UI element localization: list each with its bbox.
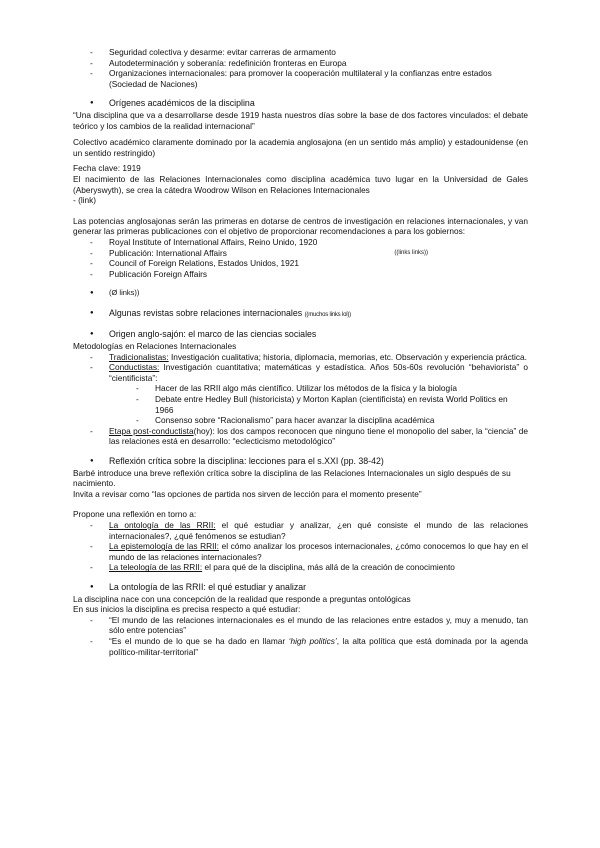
list-item: - Royal Institute of International Affairs, Reino Unido, 1920 [73,237,528,248]
paragraph: Las potencias anglosajonas serán las primeras en dotarse de centros de investigación en relaciones internacionales, y van generar las primeras publicaciones con el objetivo de proporcionar recomendaciones a para los gobiernos: [73,215,528,237]
subtitle: Metodologías en Relaciones Internacionales [73,341,237,352]
sub-list-item: - Hacer de las RRII algo más científico. Utilizar los métodos de la física y la biología [73,383,528,394]
list-item [73,520,528,541]
quote-text: “Es el mundo de lo que se ha dado en llamar [109,635,289,646]
list-item: - Organizaciones internacionales: para promover la cooperación multilateral y la confianzas entre estados (Sociedad de Naciones) [73,68,528,89]
section-heading: ● Origen anglo-sajón: el marco de las ciencias sociales [73,329,528,340]
quote-text: , la alta política que está dominada por la agenda político-militar-territorial” [109,635,528,657]
list-item [73,541,528,562]
quote-paragraph: “Una disciplina que va a desarrollarse desde 1919 hasta nuestros días sobre la base de dos factores vinculados: el debate teórico y los cambios de la realidad internacional” [73,109,528,131]
section-heading: ● Reflexión crítica sobre la disciplina: lecciones para el s.XXI (pp. 38-42) [73,456,528,467]
list-item: - “El mundo de las relaciones internacionales es el mundo de las relaciones entre estados y, muy a menudo, tan sólo entre potencias” [73,615,528,636]
list-item: - Seguridad colectiva y desarme: evitar carreras de armamento [73,47,528,58]
section-heading: ● La ontología de las RRII: el qué estudiar y analizar [73,582,528,593]
paragraph: Colectivo académico claramente dominado por la academia anglosajona (en un sentido más amplio) y estadounidense (en un sentido restringido) [73,137,528,158]
bullet-item: ● (Ø links)) [73,288,528,299]
sub-list-item: - Debate entre Hedley Bull (historicista) y Morton Kaplan (cientificista) en revista World Politics en 1966 [73,394,528,415]
term-label: Etapa post-conductista [109,425,194,436]
links-note[interactable]: ((links links)) [394,249,428,256]
list-item: - Autodeterminación y soberanía: redefinición fronteras en Europa [73,58,528,69]
term-label: Tradicionalistas: [109,351,169,362]
list-item [73,636,528,657]
list-item: - Publicación Foreign Affairs [73,269,528,280]
list-item: - Council of Foreign Relations, Estados Unidos, 1921 [73,258,528,269]
list-item [73,562,528,573]
paragraph: La disciplina nace con una concepción de la realidad que responde a preguntas ontológicas [73,593,411,604]
bullet-item [73,308,528,321]
bullet-text: Algunas revistas sobre relaciones internacionales [109,307,303,318]
paragraph: Barbé introduce una breve reflexión crítica sobre la disciplina de las Relaciones Internacionales un siglo después de su nacimiento. [73,467,511,489]
section-heading: ● Orígenes académicos de la disciplina [73,98,528,109]
sub-list-item: - Consenso sobre “Racionalismo” para hacer avanzar la disciplina académica [73,415,528,426]
paragraph: Invita a revisar como “las opciones de partida nos sirven de lección para el momento presente” [73,488,422,499]
paragraph: Propone una reflexión en torno a: [73,509,197,520]
list-item-text: Publicación: International Affairs [109,247,227,258]
paragraph: En sus inicios la disciplina es precisa respecto a qué estudiar: [73,604,301,615]
key-date: Fecha clave: 1919 [73,163,141,174]
links-note[interactable]: ((muchos links lol)) [304,311,351,318]
quote-emphasis: ‘high politics’ [288,635,337,646]
list-item [73,248,528,259]
term-label: Conductistas: [109,362,160,373]
term-label: La teleología de las RRII: [109,562,203,573]
term-text: (hoy): los dos campos reconocen que ninguno tiene el monopolio del saber, la “ciencia” de las relaciones está en desarrollo: “eclecticismo metodológico” [109,425,529,447]
term-text: el cómo analizar los procesos internacionales, ¿cómo conocemos lo que hay en el mundo de las relaciones internacionales? [109,541,528,562]
term-label: La epistemología de las RRII: [109,541,219,552]
term-text: Investigación cualitativa; historia, diplomacia, memorias, etc. Observación y experiencia práctica. [168,351,527,362]
list-item [73,362,528,383]
term-text: el qué estudiar y analizar, ¿en qué consiste el mundo de las relaciones internacionales?, ¿qué fenómenos se estudian? [109,519,528,541]
term-label: La ontología de las RRII: [109,519,216,530]
term-text: Investigación cuantitativa; matemáticas y estadística. Años 50s-60s revolución “behaviorista” o “cientificista”: [109,362,528,383]
list-item [73,426,528,447]
link-text[interactable]: - (link) [73,195,97,206]
paragraph: El nacimiento de las Relaciones Internacionales como disciplina académica tuvo lugar en la Universidad de Gales (Aberyswyth), se crea la cátedra Woodrow Wilson en Relaciones Internacionales [73,173,528,195]
document-content [73,47,528,657]
list-item [73,352,528,363]
term-text: el para qué de la disciplina, más allá de la creación de conocimiento [202,562,455,573]
